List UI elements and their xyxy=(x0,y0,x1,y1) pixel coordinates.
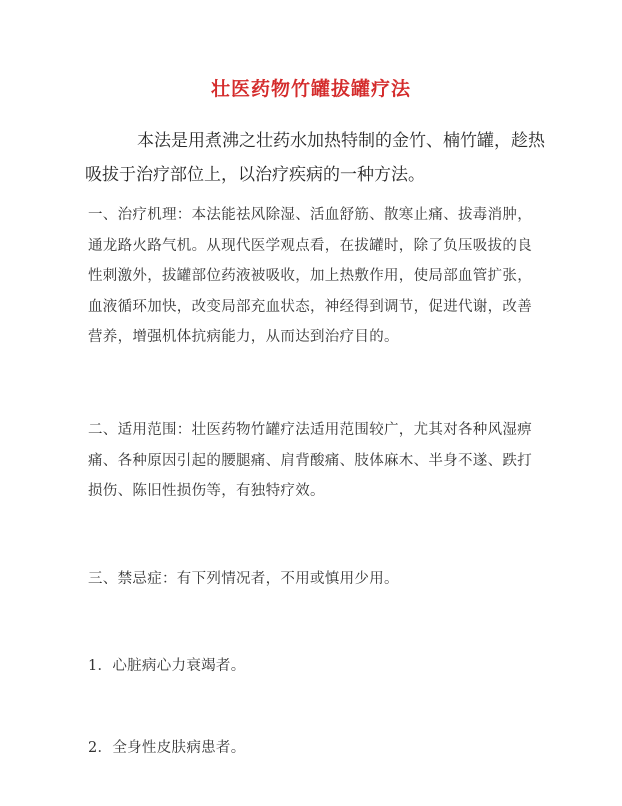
section-contraindications: 三、禁忌症：有下列情况者，不用或慎用少用。 xyxy=(88,571,399,587)
contraindication-item-2: 2．全身性皮肤病患者。 xyxy=(88,740,246,756)
section-treatment-mechanism: 一、治疗机理：本法能祛风除湿、活血舒筋、散寒止痛、拔毒消肿，通龙路火路气机。从现代医学观点看，在拔罐时，除了负压吸拔的良性刺激外，拔罐部位药液被吸收，加上热敷作用，使局部血管扩张，血液循环加快，改变局部充血状态，神经得到调节，促进代谢，改善营养，增强机体抗病能力，从而达到治疗目的。 xyxy=(88,207,532,345)
document-title: 壮医药物竹罐拔罐疗法 xyxy=(210,78,411,100)
section-scope-of-application: 二、适用范围：壮医药物竹罐疗法适用范围较广，尤其对各种风湿痹痛、各种原因引起的腰腿痛、肩背酸痛、肢体麻木、半身不遂、跌打损伤、陈旧性损伤等，有独特疗效。 xyxy=(88,422,532,499)
intro-paragraph: 本法是用煮沸之壮药水加热特制的金竹、楠竹罐，趁热吸拔于治疗部位上，以治疗疾病的一种方法。 xyxy=(85,131,545,185)
contraindication-item-1: 1．心脏病心力衰竭者。 xyxy=(88,658,246,674)
